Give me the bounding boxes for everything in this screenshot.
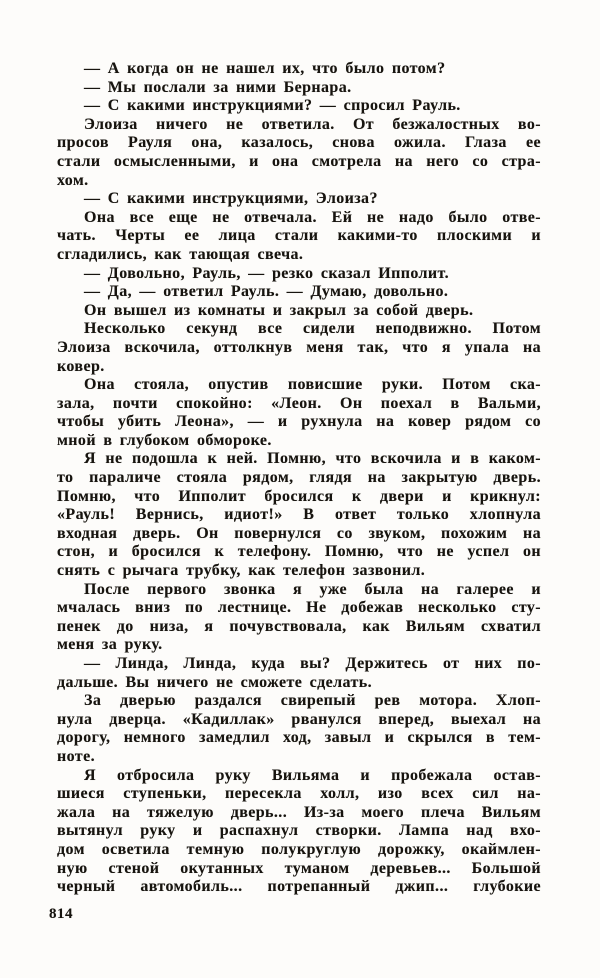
text-line: ноте. <box>57 747 95 765</box>
text-line: Он вышел из комнаты и закрыл за собой дверь. <box>84 301 474 319</box>
text-line: Она стояла, опустив повисшие руки. Потом ска- <box>84 376 541 394</box>
text-line: хом. <box>57 171 89 189</box>
text-line: мчалась вниз по лестнице. Не добежав несколько сту- <box>57 599 541 617</box>
text-line: Элоиза вскочила, оттолкнув меня так, что я упала на <box>57 338 541 356</box>
text-line: жала на тяжелую дверь... Из-за моего плеча Вильям <box>57 803 541 821</box>
text-line: — Линда, Линда, куда вы? Держитесь от них по- <box>84 655 541 672</box>
text-line: стали осмысленными, и она смотрела на него со стра- <box>57 152 541 170</box>
text-line: — Довольно, Рауль, — резко сказал Ипполит. <box>84 264 449 282</box>
text-line: Я отбросила руку Вильяма и пробежала остав- <box>84 766 541 784</box>
text-line: мной в глубоком обмороке. <box>57 431 272 449</box>
text-line: чтобы убить Леона», — и рухнула на ковер рядом со <box>57 413 541 431</box>
text-line: снять с рычага трубку, как телефон зазвонил. <box>57 562 426 580</box>
text-line: ковер. <box>57 357 105 375</box>
text-block <box>57 60 541 897</box>
text-line: — Мы послали за ними Бернара. <box>84 78 352 96</box>
text-line: нула дверца. «Кадиллак» рванулся вперед, выехал на <box>57 710 541 728</box>
text-line: входная дверь. Он повернулся со звуком, похожим на <box>57 524 541 542</box>
text-line: пенек до низа, я почувствовала, как Вильям схватил <box>57 617 541 635</box>
text-line: меня за руку. <box>57 636 163 654</box>
text-line: дорогу, немного замедлил ход, завыл и скрылся в тем- <box>57 729 541 747</box>
text-line: чать. Черты ее лица стали какими-то плоскими и <box>57 227 541 245</box>
page-number: 814 <box>49 906 73 922</box>
text-line: «Рауль! Вернись, идиот!» В ответ только хлопнула <box>57 506 541 524</box>
text-line: — Да, — ответил Рауль. — Думаю, довольно. <box>84 283 449 301</box>
text-line: сгладились, как тающая свеча. <box>57 245 304 263</box>
text-line: Элоиза ничего не ответила. От безжалостных во- <box>84 115 541 133</box>
text-line: — А когда он не нашел их, что было потом? <box>84 60 446 77</box>
text-line: ную стеной окутанных туманом деревьев... Большой <box>57 859 541 877</box>
text-line: стон, и бросился к телефону. Помню, что не успел он <box>57 543 541 561</box>
text-line: вытянул руку и распахнул створки. Лампа над вхо- <box>57 822 541 840</box>
text-line: дом осветила темную полукруглую дорожку, окаймлен- <box>57 840 541 858</box>
text-line: Я не подошла к ней. Помню, что вскочила и в каком- <box>84 450 541 468</box>
text-line: то параличе стояла рядом, глядя на закрытую дверь. <box>57 469 541 487</box>
text-line: Несколько секунд все сидели неподвижно. Потом <box>84 320 541 338</box>
text-line: просов Рауля она, казалось, снова ожила. Глаза ее <box>57 134 541 152</box>
text-line: Она все еще не отвечала. Ей не надо было отве- <box>84 208 541 226</box>
text-line: Помню, что Ипполит бросился к двери и крикнул: <box>57 487 541 505</box>
text-line: — С какими инструкциями, Элоиза? <box>84 190 378 208</box>
text-line: — С какими инструкциями? — спросил Рауль. <box>84 97 461 115</box>
text-line: За дверью раздался свирепый рев мотора. Хлоп- <box>84 692 541 710</box>
text-line: шиеся ступеньки, пересекла холл, изо всех сил на- <box>57 785 541 803</box>
text-line: черный автомобиль... потрепанный джип... глубокие <box>57 878 541 896</box>
text-line: зала, почти спокойно: «Леон. Он поехал в Вальми, <box>57 394 541 412</box>
text-line: дальше. Вы ничего не сможете сделать. <box>57 673 373 691</box>
text-line: После первого звонка я уже была на галерее и <box>84 580 541 598</box>
